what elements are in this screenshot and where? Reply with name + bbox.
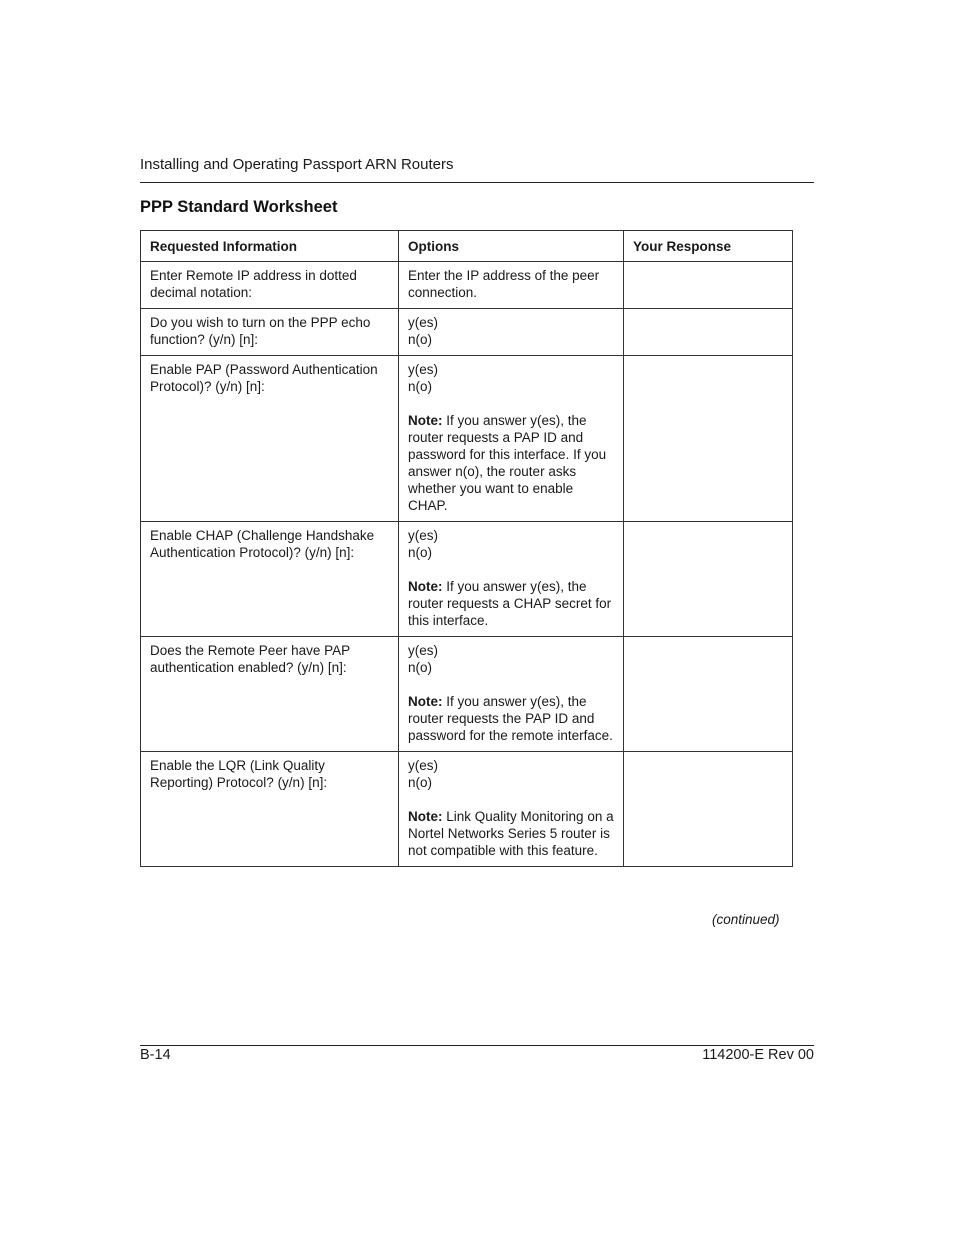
column-header-your-response: Your Response bbox=[624, 231, 793, 262]
worksheet-table bbox=[140, 230, 793, 867]
response-cell bbox=[624, 637, 793, 752]
document-number: 114200-E Rev 00 bbox=[702, 1047, 814, 1063]
question-cell: Enter Remote IP address in dotted decimal notation: bbox=[141, 262, 399, 309]
table-row bbox=[141, 752, 793, 867]
table-row bbox=[141, 262, 793, 309]
response-cell bbox=[624, 522, 793, 637]
header-rule bbox=[140, 182, 814, 183]
option-yes: y(es) bbox=[408, 643, 438, 658]
response-cell bbox=[624, 309, 793, 356]
note-label: Note: bbox=[408, 809, 443, 824]
option-no: n(o) bbox=[408, 379, 433, 394]
question-cell: Enable PAP (Password Authentication Protocol)? (y/n) [n]: bbox=[141, 356, 399, 522]
question-cell: Does the Remote Peer have PAP authentication enabled? (y/n) [n]: bbox=[141, 637, 399, 752]
option-note bbox=[408, 808, 615, 859]
continued-label: (continued) bbox=[712, 912, 780, 927]
option-yes: y(es) bbox=[408, 528, 438, 543]
note-text: If you answer y(es), the router requests the PAP ID and password for the remote interface. bbox=[408, 694, 613, 743]
section-title: PPP Standard Worksheet bbox=[140, 198, 338, 216]
note-text: Link Quality Monitoring on a Nortel Networks Series 5 router is not compatible with this feature. bbox=[408, 809, 614, 858]
option-note bbox=[408, 412, 615, 514]
column-header-options: Options bbox=[399, 231, 624, 262]
column-header-requested-information: Requested Information bbox=[141, 231, 399, 262]
note-label: Note: bbox=[408, 694, 443, 709]
option-yes: y(es) bbox=[408, 362, 438, 377]
option-no: n(o) bbox=[408, 332, 433, 347]
options-cell bbox=[399, 637, 624, 752]
option-no: n(o) bbox=[408, 545, 433, 560]
note-text: If you answer y(es), the router requests a CHAP secret for this interface. bbox=[408, 579, 612, 628]
option-note bbox=[408, 693, 615, 744]
options-cell bbox=[399, 309, 624, 356]
option-yes: y(es) bbox=[408, 758, 438, 773]
table-row bbox=[141, 522, 793, 637]
option-no: n(o) bbox=[408, 775, 433, 790]
table-row bbox=[141, 309, 793, 356]
question-cell: Enable the LQR (Link Quality Reporting) Protocol? (y/n) [n]: bbox=[141, 752, 399, 867]
response-cell bbox=[624, 752, 793, 867]
option-text: Enter the IP address of the peer connection. bbox=[408, 268, 600, 300]
note-label: Note: bbox=[408, 413, 443, 428]
options-cell bbox=[399, 752, 624, 867]
note-text: If you answer y(es), the router requests a PAP ID and password for this interface. If you answer n(o), the router asks whether you want to enable CHAP. bbox=[408, 413, 607, 513]
table-row bbox=[141, 356, 793, 522]
footer-rule bbox=[140, 1045, 814, 1046]
table-header-row bbox=[141, 231, 793, 262]
options-cell bbox=[399, 522, 624, 637]
options-cell bbox=[399, 262, 624, 309]
table-row bbox=[141, 637, 793, 752]
option-yes: y(es) bbox=[408, 315, 438, 330]
response-cell bbox=[624, 356, 793, 522]
options-cell bbox=[399, 356, 624, 522]
page-number: B-14 bbox=[140, 1047, 171, 1063]
option-note bbox=[408, 578, 615, 629]
option-no: n(o) bbox=[408, 660, 433, 675]
response-cell bbox=[624, 262, 793, 309]
question-cell: Enable CHAP (Challenge Handshake Authentication Protocol)? (y/n) [n]: bbox=[141, 522, 399, 637]
question-cell: Do you wish to turn on the PPP echo function? (y/n) [n]: bbox=[141, 309, 399, 356]
running-header: Installing and Operating Passport ARN Routers bbox=[140, 156, 454, 173]
note-label: Note: bbox=[408, 579, 443, 594]
